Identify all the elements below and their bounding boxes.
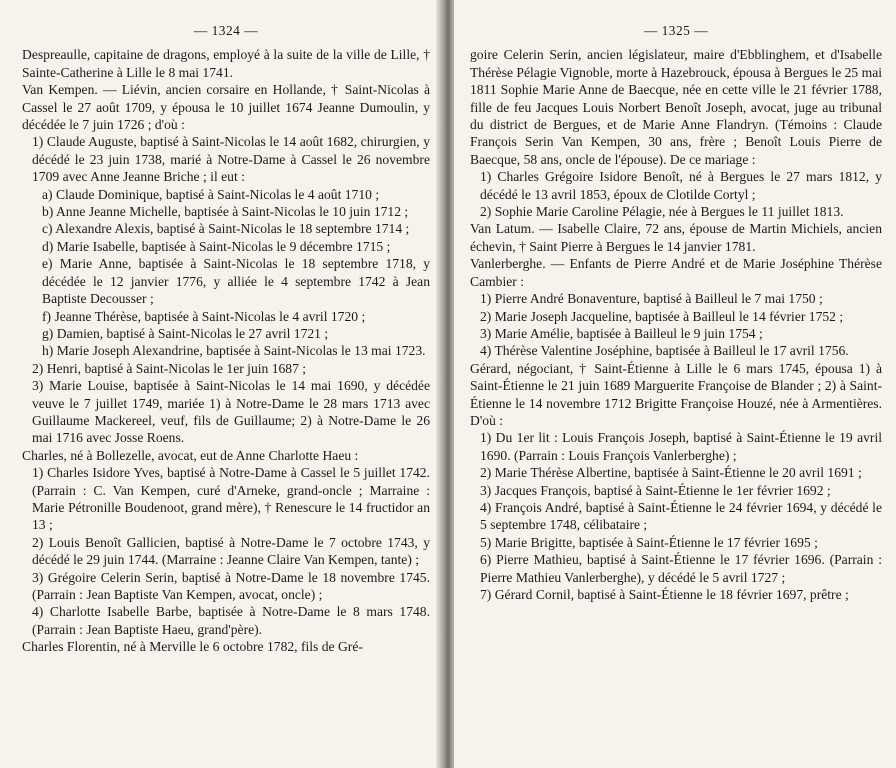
- left-paragraph: d) Marie Isabelle, baptisée à Saint-Nicolas le 9 décembre 1715 ;: [42, 238, 391, 254]
- right-paragraph: 3) Marie Amélie, baptisée à Bailleul le 9 juin 1754 ;: [480, 325, 763, 341]
- right-paragraph: 6) Pierre Mathieu, baptisé à Saint-Étienne le 17 février 1696. (Parrain : Pierre Mathieu Vanlerberghe), y décédé le 5 avril 1727 ;: [480, 552, 882, 585]
- left-paragraph: 1) Claude Auguste, baptisé à Saint-Nicolas le 14 août 1682, chirurgien, y décédé le 23 juin 1738, marié à Notre-Dame à Cassel le 26 novembre 1709 avec Anne Jeanne Briche ; il eut :: [32, 134, 430, 185]
- left-paragraph: Van Kempen. — Liévin, ancien corsaire en Hollande, † Saint-Nicolas à Cassel le 27 août 1709, y épousa le 10 juillet 1674 Jeanne Dumoulin, y décédée le 7 juin 1726 ; d'où :: [22, 82, 430, 133]
- right-page: [454, 0, 896, 768]
- left-page-body: [22, 46, 430, 655]
- left-paragraph: h) Marie Joseph Alexandrine, baptisée à Saint-Nicolas le 13 mai 1723.: [42, 343, 426, 359]
- left-page: [0, 0, 442, 768]
- right-paragraph: 2) Marie Thérèse Albertine, baptisée à Saint-Étienne le 20 avril 1691 ;: [480, 465, 862, 481]
- right-page-body: [470, 46, 882, 603]
- right-paragraph: 1) Charles Grégoire Isidore Benoît, né à Bergues le 27 mars 1812, y décédé le 13 avril 1853, époux de Clotilde Cortyl ;: [480, 169, 882, 202]
- left-paragraph: Charles Florentin, né à Merville le 6 octobre 1782, fils de Gré-: [22, 639, 363, 655]
- right-paragraph: goire Celerin Serin, ancien législateur, maire d'Ebblinghem, et d'Isabelle Thérèse Pélagie Vignoble, morte à Hazebrouck, épousa à Bergues le 25 mai 1811 Sophie Marie Anne de Baecque, née en cette ville le 21 février 1788, fille de feu Jacques Louis Norbert Benoît Joseph, avocat, juge au tribunal du district de Bergues, et de Marie Anne Flandryn. (Témoins : Claude François Serin Van Kempen, 30 ans, frère ; Benoît Louis Pierre de Baecque, 58 ans, oncle de l'épouse). De ce mariage :: [470, 47, 883, 167]
- right-paragraph: 5) Marie Brigitte, baptisée à Saint-Étienne le 17 février 1695 ;: [480, 534, 818, 550]
- left-paragraph: f) Jeanne Thérèse, baptisée à Saint-Nicolas le 4 avril 1720 ;: [42, 308, 366, 324]
- right-paragraph: 2) Sophie Marie Caroline Pélagie, née à Bergues le 11 juillet 1813.: [480, 204, 844, 220]
- left-paragraph: 2) Louis Benoît Gallicien, baptisé à Notre-Dame le 7 octobre 1743, y décédé le 29 juin 1744. (Marraine : Jeanne Claire Van Kempen, tante) ;: [32, 534, 430, 568]
- right-paragraph: Vanlerberghe. — Enfants de Pierre André et de Marie Joséphine Thérèse Cambier :: [470, 256, 882, 289]
- right-paragraph: 2) Marie Joseph Jacqueline, baptisée à Bailleul le 14 février 1752 ;: [480, 308, 844, 324]
- right-paragraph: Gérard, négociant, † Saint-Étienne à Lille le 6 mars 1745, épousa 1) à Saint-Étienne le 21 juin 1689 Marguerite Françoise de Blander ; 2) à Saint-Étienne le 14 novembre 1712 Brigitte Françoise Houzé, née à Armentières. D'où :: [470, 360, 882, 428]
- left-paragraph: Despreaulle, capitaine de dragons, employé à la suite de la ville de Lille, † Sainte-Catherine à Lille le 8 mai 1741.: [22, 47, 430, 80]
- left-paragraph: 3) Marie Louise, baptisée à Saint-Nicolas le 14 mai 1690, y décédée veuve le 7 juillet 1749, mariée 1) à Notre-Dame le 28 mars 1713 avec Guillaume Mackereel, veuf, fils de Guillaume; 2) à Notre-Dame le 26 mai 1716 avec Josse Roens.: [32, 378, 430, 446]
- left-paragraph: b) Anne Jeanne Michelle, baptisée à Saint-Nicolas le 10 juin 1712 ;: [42, 204, 409, 220]
- left-paragraph: a) Claude Dominique, baptisé à Saint-Nicolas le 4 août 1710 ;: [42, 186, 380, 202]
- right-paragraph: 1) Pierre André Bonaventure, baptisé à Bailleul le 7 mai 1750 ;: [480, 291, 823, 307]
- right-paragraph: 4) François André, baptisé à Saint-Étienne le 24 février 1694, y décédé le 5 septembre 1748, célibataire ;: [480, 499, 882, 533]
- left-paragraph: c) Alexandre Alexis, baptisé à Saint-Nicolas le 18 septembre 1714 ;: [42, 221, 410, 237]
- right-paragraph: 7) Gérard Cornil, baptisé à Saint-Étienne le 18 février 1697, prêtre ;: [480, 587, 849, 602]
- left-paragraph: e) Marie Anne, baptisée à Saint-Nicolas le 18 septembre 1718, y décédée le 12 janvier 1776, y alliée le 4 septembre 1742 à Jean Baptiste Decousser ;: [42, 256, 430, 307]
- left-paragraph: g) Damien, baptisé à Saint-Nicolas le 27 avril 1721 ;: [42, 325, 329, 341]
- left-paragraph: 3) Grégoire Celerin Serin, baptisé à Notre-Dame le 18 novembre 1745. (Parrain : Jean Baptiste Van Kempen, avocat, oncle) ;: [32, 569, 430, 602]
- left-paragraph: 4) Charlotte Isabelle Barbe, baptisée à Notre-Dame le 8 mars 1748. (Parrain : Jean Baptiste Haeu, grand'père).: [32, 604, 430, 637]
- left-paragraph: 1) Charles Isidore Yves, baptisé à Notre-Dame à Cassel le 5 juillet 1742. (Parrain : C. Van Kempen, curé d'Arneke, grand-oncle ; Marraine : Marie Pétronille Boudenoot, grand mère), † Renescure le 14 fructidor an 13 ;: [32, 465, 430, 533]
- left-page-number: — 1324 —: [193, 23, 259, 38]
- left-paragraph: 2) Henri, baptisé à Saint-Nicolas le 1er juin 1687 ;: [32, 360, 307, 376]
- right-paragraph: 4) Thérèse Valentine Joséphine, baptisée à Bailleul le 17 avril 1756.: [480, 343, 849, 359]
- right-page-number: — 1325 —: [643, 23, 709, 38]
- right-paragraph: Van Latum. — Isabelle Claire, 72 ans, épouse de Martin Michiels, ancien échevin, † Saint Pierre à Bergues le 14 janvier 1781.: [470, 221, 882, 254]
- right-paragraph: 1) Du 1er lit : Louis François Joseph, baptisé à Saint-Étienne le 19 avril 1690. (Parrain : Louis François Vanlerberghe) ;: [480, 430, 882, 463]
- right-paragraph: 3) Jacques François, baptisé à Saint-Étienne le 1er février 1692 ;: [480, 482, 831, 498]
- left-paragraph: Charles, né à Bollezelle, avocat, eut de Anne Charlotte Haeu :: [22, 447, 359, 463]
